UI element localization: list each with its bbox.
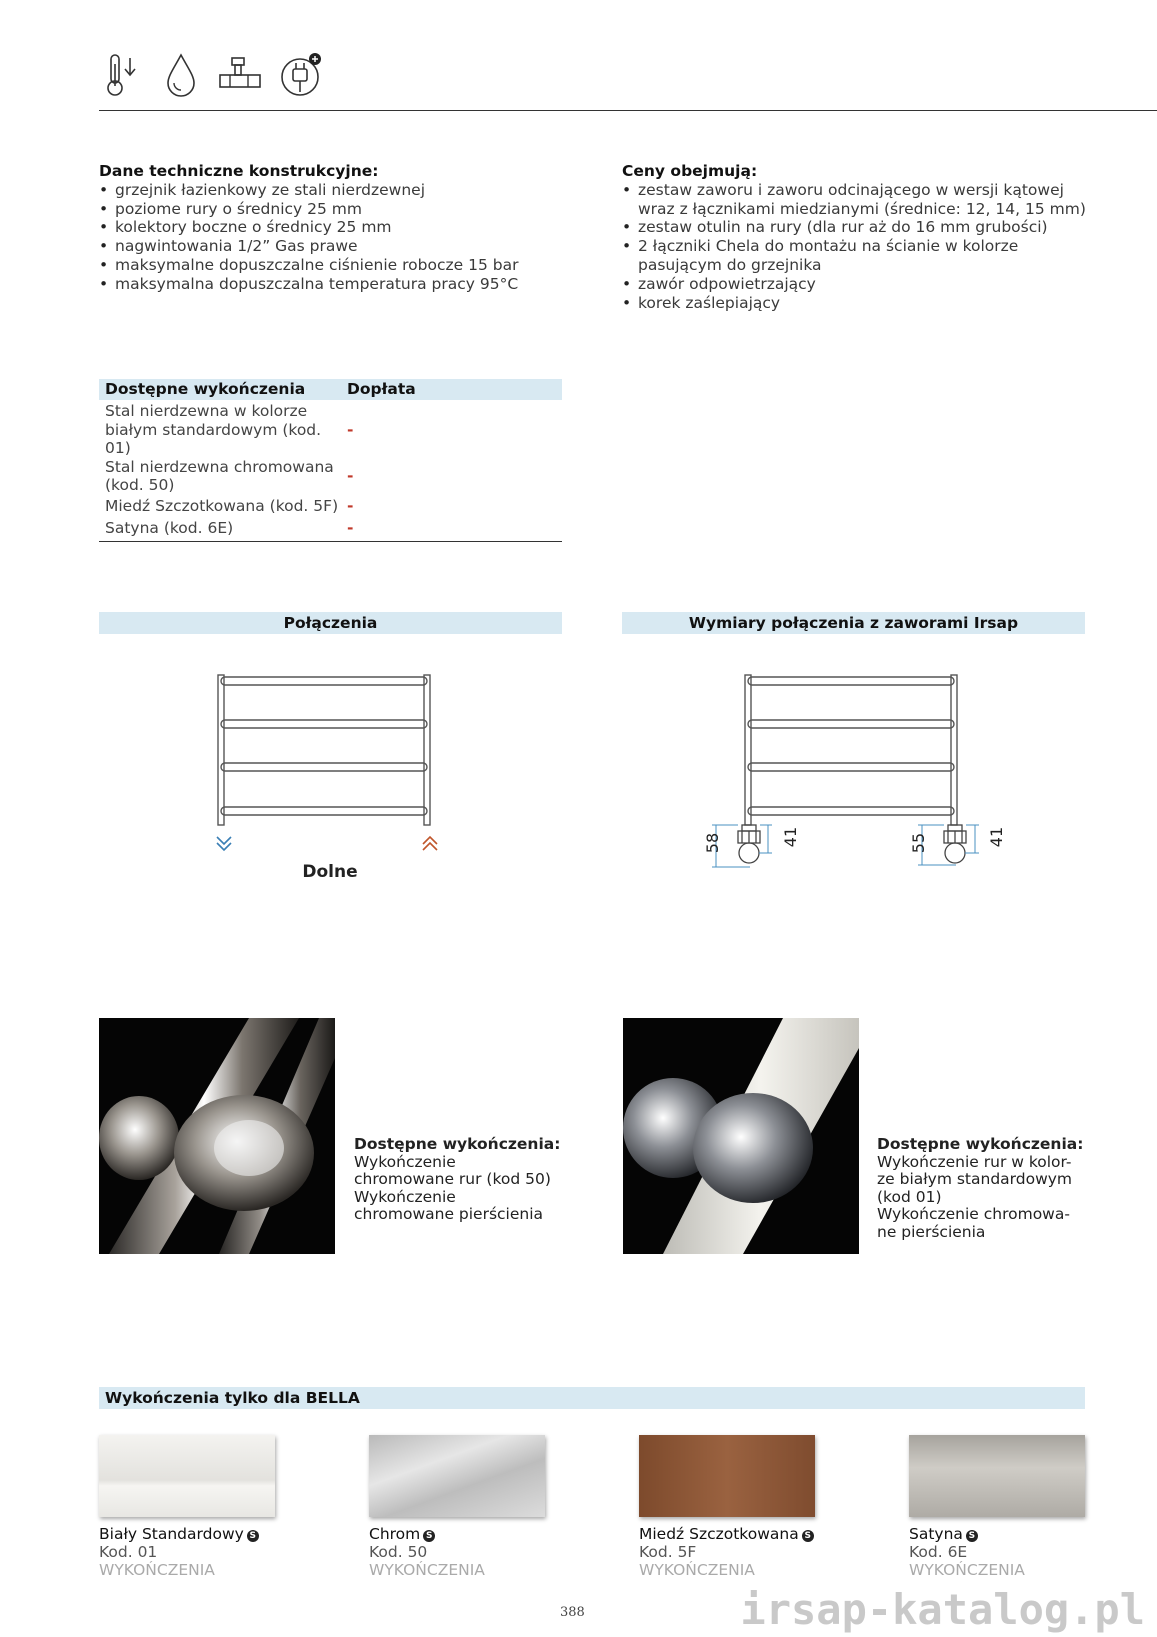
table-header	[99, 379, 562, 400]
caption-line: (kod 01)	[877, 1187, 942, 1206]
column-header: Dopłata	[347, 380, 416, 398]
caption-line: Wykończenie chromowa-	[877, 1205, 1070, 1223]
list-item: • zestaw zaworu i zaworu odcinającego w wersji kątowej wraz z łącznikami miedzianymi (średnice: 12, 14, 15 mm)	[622, 181, 1087, 219]
finish-price: -	[347, 518, 354, 537]
water-drop-icon	[164, 52, 198, 98]
dimensions-title: Wymiary połączenia z zaworami Irsap	[622, 612, 1085, 634]
prices-include-title: Ceny obejmują:	[622, 162, 758, 180]
technical-data	[99, 162, 579, 294]
swatch-code: Kod. 6E	[909, 1543, 968, 1561]
connection-type-label: Dolne	[302, 862, 358, 882]
list-item: • nagwintowania 1/2” Gas prawe	[99, 237, 579, 256]
swatch-color	[639, 1435, 815, 1517]
finish-name: Stal nierdzewna chromowana (kod. 50)	[105, 457, 334, 494]
table-row	[99, 495, 562, 517]
swatch-color	[909, 1435, 1085, 1517]
valve-icon	[218, 52, 262, 98]
list-item: • korek zaślepiający	[622, 294, 1087, 313]
list-item: • zestaw otulin na rury (dla rur aż do 16 mm grubości)	[622, 218, 1087, 237]
caption-line: ne pierścienia	[877, 1222, 986, 1241]
swatch-name: Biały Standardowy	[99, 1525, 244, 1543]
badge-s-icon: S	[423, 1530, 435, 1542]
swatch-type: WYKOŃCZENIA	[99, 1561, 215, 1579]
swatch-type: WYKOŃCZENIA	[639, 1561, 755, 1579]
white-pipe-photo	[623, 1018, 859, 1254]
swatch-code: Kod. 5F	[639, 1543, 697, 1561]
header-rule	[99, 110, 1157, 111]
caption-line: Wykończenie	[354, 1152, 456, 1171]
finish-price: -	[347, 496, 354, 515]
swatch-type: WYKOŃCZENIA	[369, 1561, 485, 1579]
caption-line: Wykończenie	[354, 1187, 456, 1206]
badge-s-icon: S	[247, 1530, 259, 1542]
finish-name: Satyna (kod. 6E)	[105, 518, 234, 537]
list-item: • maksymalna dopuszczalna temperatura pracy 95°C	[99, 275, 579, 294]
list-item: • 2 łączniki Chela do montażu na ścianie w kolorze pasującym do grzejnika	[622, 237, 1087, 275]
caption-title: Dostępne wykończenia:	[877, 1135, 1084, 1153]
thermometer-icon	[106, 52, 138, 98]
list-item: • kolektory boczne o średnicy 25 mm	[99, 218, 579, 237]
swatch-color	[369, 1435, 545, 1517]
right-photo-caption	[877, 1136, 1087, 1241]
finish-price: -	[347, 420, 354, 439]
swatch-chrome	[369, 1435, 545, 1579]
valve-dimensions-diagram	[690, 665, 1020, 880]
prices-include	[622, 162, 1087, 312]
caption-line: chromowane rur (kod 50)	[354, 1170, 551, 1188]
right-valve	[944, 825, 966, 863]
swatch-color	[99, 1435, 275, 1517]
dimension-right-h1: 55	[909, 832, 928, 854]
swatch-name: Miedź Szczotkowana	[639, 1525, 799, 1543]
finish-name: Stal nierdzewna w kolorze białym standardowym (kod. 01)	[105, 402, 322, 457]
swatch-code: Kod. 01	[99, 1543, 158, 1561]
bella-finishes-title: Wykończenia tylko dla BELLA	[99, 1387, 1085, 1409]
electric-plug-icon	[280, 52, 324, 98]
chrome-ring-photo	[99, 1018, 335, 1254]
finish-name: Miedź Szczotkowana (kod. 5F)	[105, 496, 339, 515]
page-number: 388	[560, 1605, 585, 1620]
swatch-name: Chrom	[369, 1525, 421, 1543]
table-row	[99, 517, 562, 539]
table-row	[99, 458, 562, 495]
left-photo-caption	[354, 1136, 574, 1224]
outflow-arrow-icon	[423, 837, 437, 850]
dimension-left-h2: 41	[781, 826, 800, 848]
list-item: • maksymalne dopuszczalne ciśnienie robocze 15 bar	[99, 256, 579, 275]
caption-title: Dostępne wykończenia:	[354, 1135, 561, 1153]
dimension-left-h1: 58	[703, 832, 722, 854]
radiator-connections-diagram	[205, 665, 455, 855]
badge-s-icon: S	[802, 1530, 814, 1542]
inflow-arrow-icon	[217, 837, 231, 850]
table-row	[99, 402, 562, 458]
left-valve	[738, 825, 760, 863]
caption-line: ze białym standardowym	[877, 1170, 1073, 1188]
swatch-satin	[909, 1435, 1085, 1579]
swatch-copper	[639, 1435, 815, 1579]
table-bottom-rule	[99, 541, 562, 542]
finish-price: -	[347, 466, 354, 485]
column-header: Dostępne wykończenia	[105, 380, 306, 398]
swatch-white	[99, 1435, 275, 1579]
list-item: • poziome rury o średnicy 25 mm	[99, 200, 579, 219]
swatch-code: Kod. 50	[369, 1543, 428, 1561]
caption-line: Wykończenie rur w kolor-	[877, 1152, 1072, 1171]
caption-line: chromowane pierścienia	[354, 1205, 544, 1223]
technical-data-title: Dane techniczne konstrukcyjne:	[99, 162, 379, 180]
finishes-table	[99, 379, 562, 542]
badge-s-icon: S	[966, 1530, 978, 1542]
swatch-name: Satyna	[909, 1525, 963, 1543]
list-item: • grzejnik łazienkowy ze stali nierdzewnej	[99, 181, 579, 200]
list-item: • zawór odpowietrzający	[622, 275, 1087, 294]
dimension-right-h2: 41	[987, 826, 1006, 848]
connections-title: Połączenia	[99, 612, 562, 634]
swatch-type: WYKOŃCZENIA	[909, 1561, 1025, 1579]
watermark: irsap-katalog.pl	[740, 1585, 1145, 1634]
